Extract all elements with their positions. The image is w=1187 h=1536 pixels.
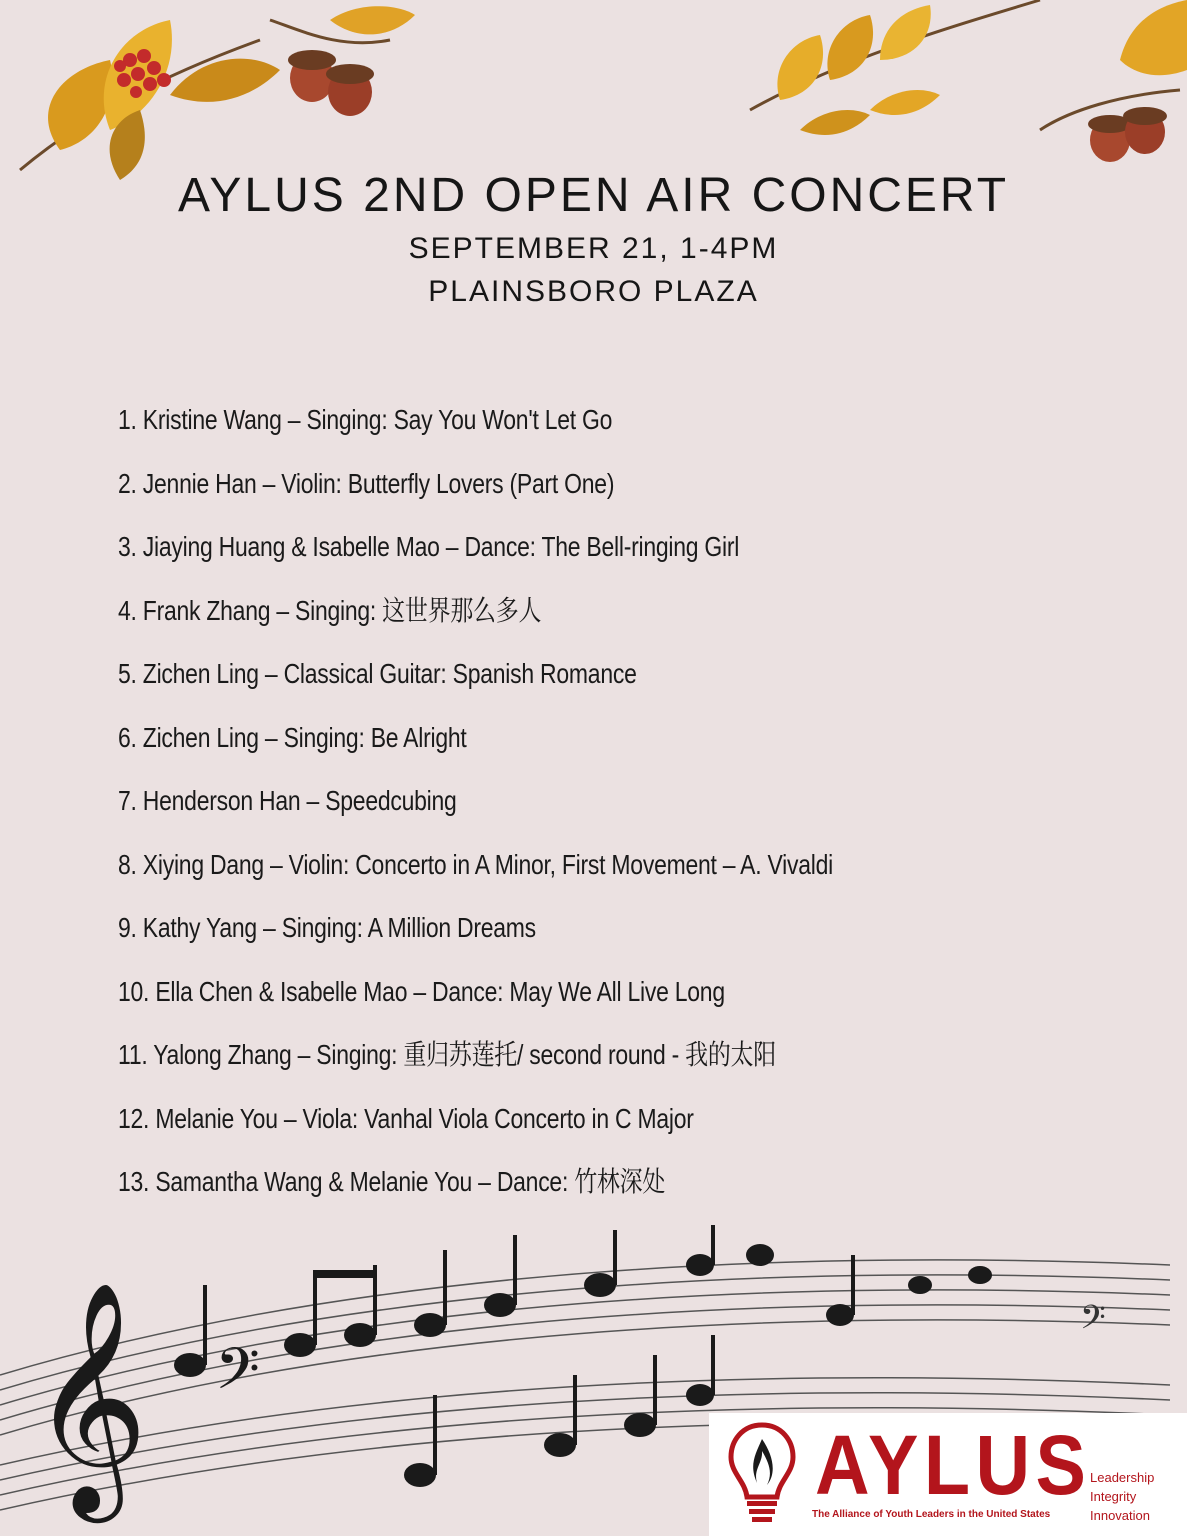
svg-text:𝄢: 𝄢 (1080, 1299, 1106, 1345)
program-item: 6. Zichen Ling – Singing: Be Alright (118, 721, 467, 753)
program-item: 2. Jennie Han – Violin: Butterfly Lovers (Part One) (118, 467, 615, 499)
svg-text:𝄞: 𝄞 (30, 1280, 149, 1513)
logo-tagline: The Alliance of Youth Leaders in the United States (812, 1509, 1051, 1520)
program-item: 8. Xiying Dang – Violin: Concerto in A Minor, First Movement – A. Vivaldi (118, 848, 834, 880)
program-item: 10. Ella Chen & Isabelle Mao – Dance: May We All Live Long (118, 975, 725, 1007)
poster-title: AYLUS 2ND OPEN AIR CONCERT (177, 169, 1010, 222)
logo-value-innovation: Innovation (1090, 1508, 1150, 1523)
event-venue: PLAINSBORO PLAZA (428, 275, 759, 308)
svg-text:𝄢: 𝄢 (215, 1335, 261, 1417)
program-item: 7. Henderson Han – Speedcubing (118, 785, 457, 816)
logo-value-integrity: Integrity (1090, 1489, 1137, 1504)
program-item: 5. Zichen Ling – Classical Guitar: Spanish Romance (118, 658, 637, 689)
program-item: 11. Yalong Zhang – Singing: 重归苏莲托/ second round - 我的太阳 (118, 1039, 776, 1070)
program-list (118, 398, 990, 1224)
logo-wordmark: AYLUS (815, 1418, 1092, 1512)
program-item: 4. Frank Zhang – Singing: 这世界那么多人 (118, 594, 542, 626)
program-item: 13. Samantha Wang & Melanie You – Dance: 竹林深处 (118, 1166, 666, 1197)
program-item: 3. Jiaying Huang & Isabelle Mao – Dance: The Bell-ringing Girl (118, 531, 740, 562)
program-item: 9. Kathy Yang – Singing: A Million Dreams (118, 912, 536, 943)
autumn-leaves-top-right-icon (740, 0, 1187, 180)
logo-value-leadership: Leadership (1090, 1470, 1155, 1485)
aylus-logo (709, 1413, 1187, 1536)
program-item: 1. Kristine Wang – Singing: Say You Won't Let Go (118, 404, 613, 435)
event-date: SEPTEMBER 21, 1-4PM (408, 232, 779, 265)
lightbulb-flame-icon (727, 1421, 797, 1529)
program-item: 12. Melanie You – Viola: Vanhal Viola Concerto in C Major (118, 1102, 694, 1134)
